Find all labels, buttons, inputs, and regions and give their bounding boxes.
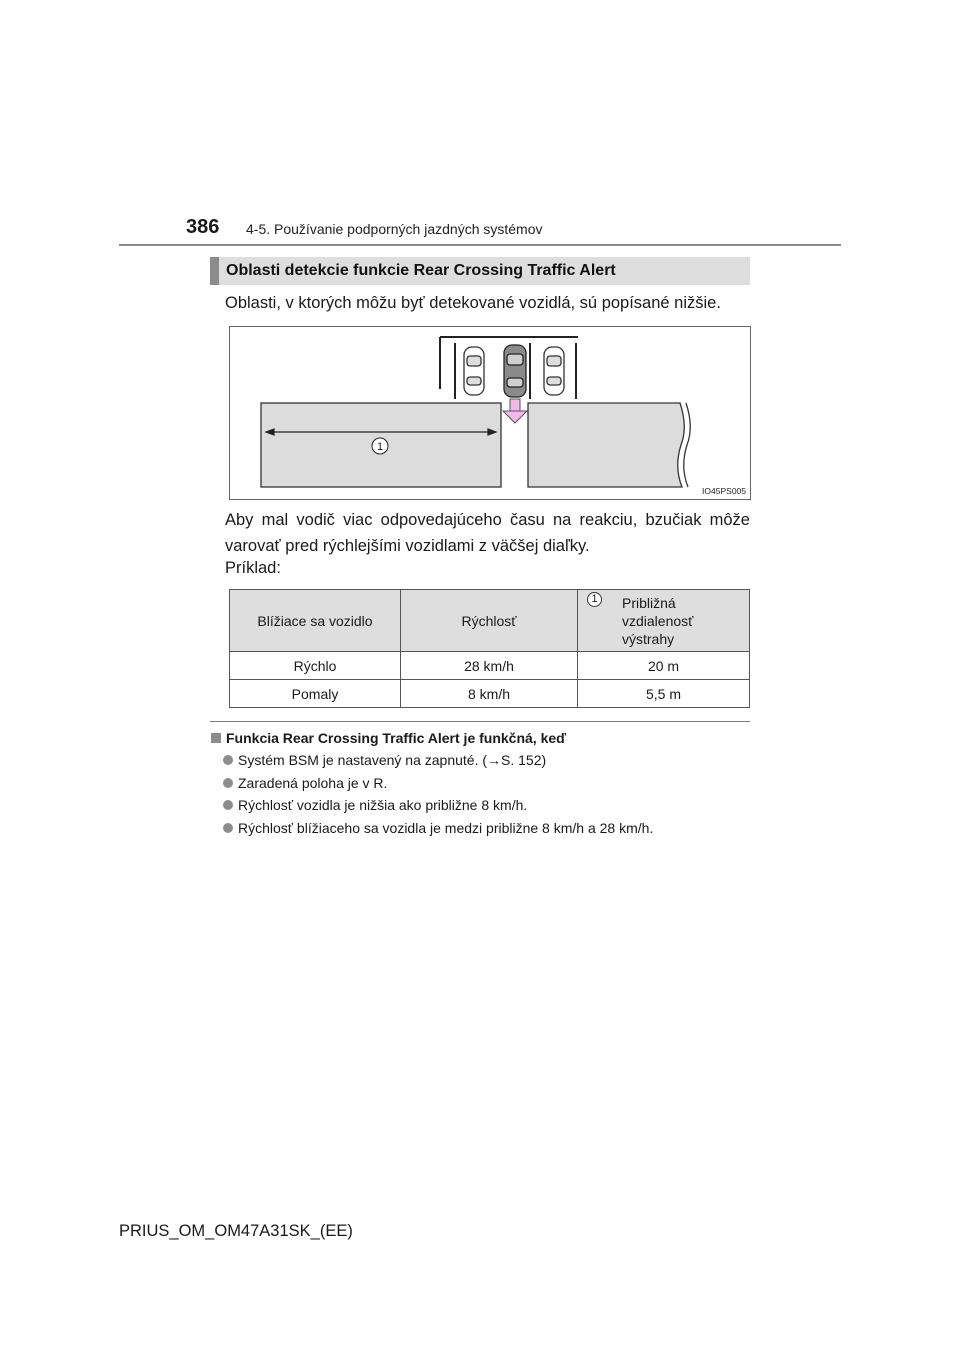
- table-cell: 20 m: [578, 652, 750, 680]
- header-divider: [119, 244, 841, 246]
- list-item: [223, 820, 653, 836]
- header-distance-label: Približná vzdialenosť výstrahy: [622, 594, 694, 647]
- header-distance: [578, 590, 750, 652]
- table-row: [230, 680, 750, 708]
- detection-area-figure: [229, 326, 751, 500]
- conditions-heading: [211, 730, 566, 746]
- footer-doc-code: PRIUS_OM_OM47A31SK_(EE): [119, 1222, 353, 1240]
- parked-car-right-icon: [544, 347, 564, 395]
- list-item: [223, 797, 527, 813]
- list-item-text: Zaradená poloha je v R.: [238, 775, 388, 791]
- list-item: [223, 752, 546, 768]
- bullet-icon: [223, 800, 233, 810]
- table-cell: 5,5 m: [578, 680, 750, 708]
- header-vehicle: Blížiace sa vozidlo: [230, 590, 401, 652]
- list-item-text: Rýchlosť vozidla je nižšia ako približne 8 km/h.: [238, 797, 528, 813]
- header-speed: Rýchlosť: [401, 590, 578, 652]
- table-header-row: [230, 590, 750, 652]
- section-accent: [210, 257, 219, 285]
- warning-distance-paragraph: Aby mal vodič viac odpovedajúceho času na reakciu, bzučiak môže varovať pred rýchlejšími vozidlami z väčšej diaľky.: [225, 511, 750, 555]
- header-callout: 1: [587, 592, 602, 607]
- callout-label: 1: [376, 441, 384, 453]
- table-cell: 8 km/h: [401, 680, 578, 708]
- table-cell: Rýchlo: [230, 652, 401, 680]
- section-heading-bar: [210, 257, 750, 285]
- conditions-divider: [210, 721, 750, 722]
- parked-car-left-icon: [464, 347, 484, 395]
- list-item: [223, 775, 387, 791]
- conditions-heading-text: Funkcia Rear Crossing Traffic Alert je funkčná, keď: [226, 730, 567, 746]
- list-item-text: Systém BSM je nastavený na zapnuté. (→S. 152): [238, 752, 547, 768]
- figure-code: IO45PS005: [702, 486, 746, 496]
- speed-table: [229, 589, 750, 708]
- square-bullet-icon: [211, 733, 221, 743]
- intro-paragraph: Oblasti, v ktorých môžu byť detekované vozidlá, sú popísané nižšie.: [225, 294, 721, 312]
- section-title: Oblasti detekcie funkcie Rear Crossing Traffic Alert: [226, 262, 616, 279]
- table-row: [230, 652, 750, 680]
- table-cell: Pomaly: [230, 680, 401, 708]
- detection-zone-right: [528, 403, 684, 487]
- bullet-icon: [223, 778, 233, 788]
- detection-diagram: [230, 327, 750, 499]
- bullet-icon: [223, 755, 233, 765]
- example-label: Príklad:: [225, 559, 281, 577]
- table-cell: 28 km/h: [401, 652, 578, 680]
- chapter-title: 4-5. Používanie podporných jazdných systémov: [246, 221, 543, 237]
- reverse-direction-arrow: [503, 399, 527, 423]
- page-number: 386: [186, 216, 220, 238]
- bullet-icon: [223, 823, 233, 833]
- list-item-text: Rýchlosť blížiaceho sa vozidla je medzi približne 8 km/h a 28 km/h.: [238, 820, 654, 836]
- break-line: [684, 403, 691, 487]
- reversing-car-icon: [504, 345, 526, 397]
